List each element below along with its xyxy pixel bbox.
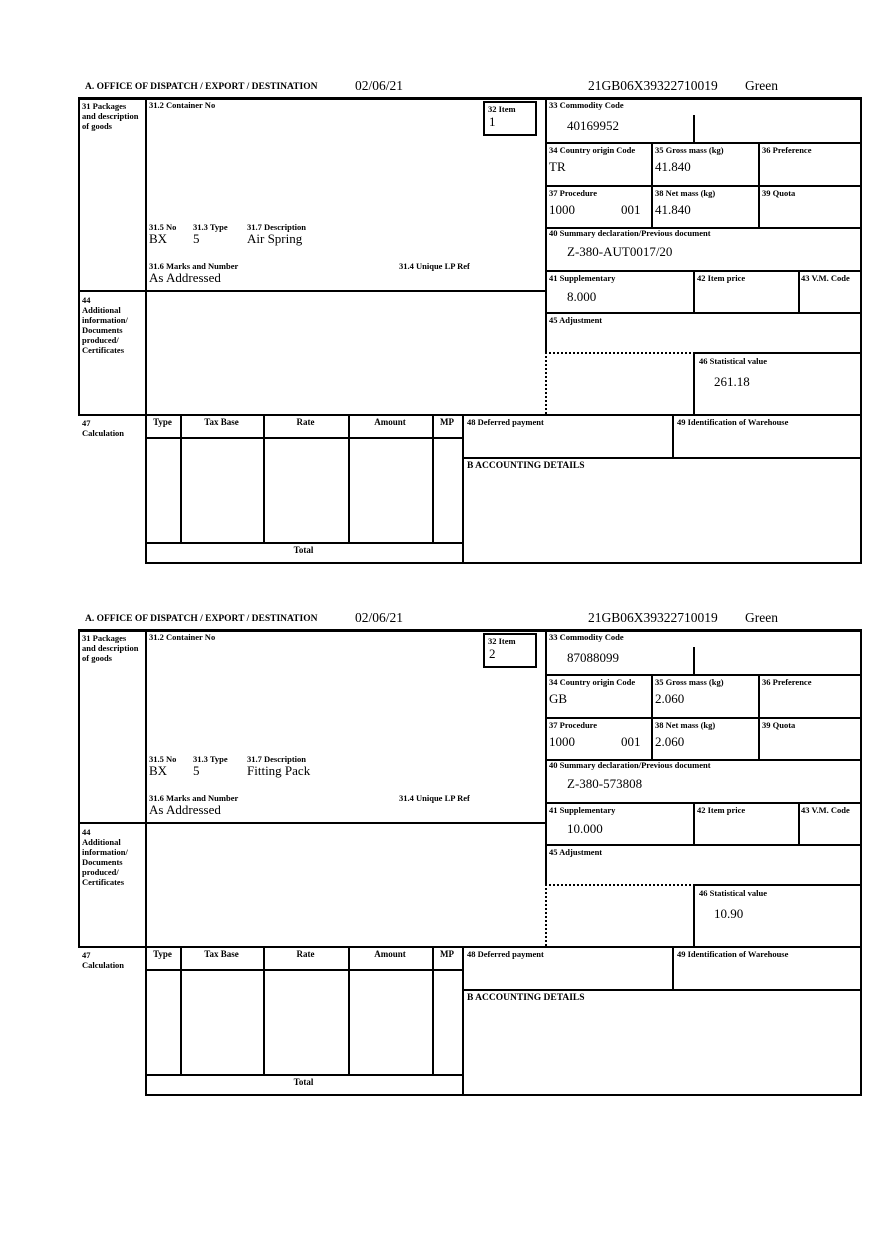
- gross-mass-label: 35 Gross mass (kg): [655, 145, 724, 155]
- statistical-value: 10.90: [714, 906, 744, 921]
- preference-label: 36 Preference: [762, 677, 812, 687]
- package-type-label: 31.3 Type: [193, 222, 228, 232]
- commodity-code-divider: [693, 647, 695, 674]
- border-line: [432, 946, 434, 1074]
- border-line: [545, 312, 862, 314]
- border-line: [348, 414, 350, 542]
- marks-number-label: 31.6 Marks and Number: [149, 261, 239, 271]
- calculation-label: [82, 418, 142, 438]
- declaration-reference: 21GB06X39322710019: [588, 78, 718, 93]
- border-line: [693, 352, 862, 354]
- border-line: [78, 822, 547, 824]
- statistical-value-label: 46 Statistical value: [699, 888, 767, 898]
- package-type-label: 31.3 Type: [193, 754, 228, 764]
- border-line: [545, 717, 862, 719]
- supplementary-label: 41 Supplementary: [549, 273, 616, 283]
- border-line: [78, 946, 862, 948]
- border-line: [78, 97, 80, 414]
- calculation-label: [82, 950, 142, 970]
- goods-description-label: 31.7 Description: [247, 754, 307, 764]
- procedure-value: 1000: [549, 202, 575, 217]
- border-line: [180, 414, 182, 542]
- item-number-value: 2: [489, 646, 496, 661]
- unique-lp-ref-label: 31.4 Unique LP Ref: [399, 261, 470, 271]
- additional-info-label: [82, 295, 144, 355]
- statistical-value: 261.18: [714, 374, 750, 389]
- container-no-label: 31.2 Container No: [149, 632, 216, 642]
- column-header-mp: MP: [440, 417, 454, 427]
- border-line: [145, 1094, 862, 1096]
- commodity-code-divider: [693, 115, 695, 142]
- country-origin-label: 34 Country origin Code: [549, 145, 636, 155]
- statistical-area-dotted-line: [545, 884, 547, 946]
- border-line: [693, 884, 862, 886]
- procedure-label: 37 Procedure: [549, 188, 598, 198]
- item-price-label: 42 Item price: [697, 273, 746, 283]
- adjustment-label: 45 Adjustment: [549, 847, 603, 857]
- item-number-box: [483, 633, 537, 668]
- commodity-code-value: 87088099: [567, 650, 619, 665]
- procedure-code-value: 001: [621, 734, 641, 749]
- border-line: [693, 884, 695, 946]
- warehouse-id-label: 49 Identification of Warehouse: [677, 949, 789, 959]
- border-line: [693, 802, 695, 844]
- deferred-payment-label: 48 Deferred payment: [467, 949, 544, 959]
- office-of-dispatch-label: A. OFFICE OF DISPATCH / EXPORT / DESTINATION: [85, 82, 318, 92]
- package-no-value: BX: [149, 763, 168, 778]
- column-header-rate: Rate: [296, 949, 315, 959]
- gross-mass-value: 2.060: [655, 691, 685, 706]
- border-line: [672, 946, 674, 989]
- marks-number-value: As Addressed: [149, 802, 221, 817]
- country-origin-value: GB: [549, 691, 568, 706]
- marks-number-value: As Addressed: [149, 270, 221, 285]
- total-label: Total: [293, 545, 314, 555]
- item-number-box: [483, 101, 537, 136]
- border-line: [145, 629, 147, 1096]
- declaration-date: 02/06/21: [355, 610, 404, 625]
- item-price-label: 42 Item price: [697, 805, 746, 815]
- gross-mass-value: 41.840: [655, 159, 691, 174]
- package-no-label: 31.5 No: [149, 754, 177, 764]
- commodity-code-value: 40169952: [567, 118, 619, 133]
- border-line: [545, 674, 862, 676]
- border-line: [651, 142, 653, 227]
- commodity-code-label: 33 Commodity Code: [549, 100, 624, 110]
- border-line: [758, 142, 760, 227]
- column-header-tax-base: Tax Base: [204, 949, 239, 959]
- calculation-text: Calculation: [82, 960, 125, 971]
- item-number-label: 32 Item: [488, 636, 516, 646]
- border-line: [263, 414, 265, 542]
- commodity-code-label: 33 Commodity Code: [549, 632, 624, 642]
- vm-code-label: 43 V.M. Code: [801, 805, 850, 815]
- column-header-type: Type: [153, 417, 172, 427]
- country-origin-label: 34 Country origin Code: [549, 677, 636, 687]
- column-header-tax-base: Tax Base: [204, 417, 239, 427]
- declaration-item-section: [78, 78, 862, 566]
- marks-number-label: 31.6 Marks and Number: [149, 793, 239, 803]
- additional-info-text: Additional information/ Documents produced/ Certificates: [82, 305, 128, 356]
- calculation-text: Calculation: [82, 428, 125, 439]
- border-line: [348, 946, 350, 1074]
- deferred-payment-label: 48 Deferred payment: [467, 417, 544, 427]
- border-line: [545, 270, 862, 272]
- section-header: [78, 610, 862, 629]
- preference-label: 36 Preference: [762, 145, 812, 155]
- border-line: [145, 542, 462, 544]
- form-grid: [78, 97, 862, 564]
- summary-declaration-value: Z-380-AUT0017/20: [567, 244, 673, 259]
- package-type-value: 5: [193, 231, 200, 246]
- additional-info-label: [82, 827, 144, 887]
- procedure-label: 37 Procedure: [549, 720, 598, 730]
- border-line: [145, 969, 462, 971]
- declaration-reference: 21GB06X39322710019: [588, 610, 718, 625]
- supplementary-value: 8.000: [567, 289, 597, 304]
- package-no-value: BX: [149, 231, 168, 246]
- goods-description-label: 31.7 Description: [247, 222, 307, 232]
- packages-description-label: 31 Packages and description of goods: [82, 633, 139, 664]
- procedure-code-value: 001: [621, 202, 641, 217]
- additional-info-number: 44: [82, 827, 91, 837]
- border-line: [545, 142, 862, 144]
- calculation-number: 47: [82, 418, 91, 428]
- border-line: [78, 414, 862, 416]
- border-line: [78, 629, 80, 946]
- statistical-area-dotted-line: [545, 884, 695, 886]
- supplementary-label: 41 Supplementary: [549, 805, 616, 815]
- column-header-amount: Amount: [374, 949, 406, 959]
- routing-status: Green: [745, 78, 778, 93]
- declaration-date: 02/06/21: [355, 78, 404, 93]
- border-line: [545, 185, 862, 187]
- border-line: [145, 562, 862, 564]
- border-line: [651, 674, 653, 759]
- item-number-label: 32 Item: [488, 104, 516, 114]
- statistical-value-label: 46 Statistical value: [699, 356, 767, 366]
- summary-declaration-label: 40 Summary declaration/Previous document: [549, 760, 711, 770]
- border-line: [145, 97, 147, 564]
- border-line: [462, 457, 862, 459]
- accounting-details-label: B ACCOUNTING DETAILS: [467, 993, 585, 1003]
- package-no-label: 31.5 No: [149, 222, 177, 232]
- supplementary-value: 10.000: [567, 821, 603, 836]
- package-type-value: 5: [193, 763, 200, 778]
- statistical-area-dotted-line: [545, 352, 695, 354]
- item-number-value: 1: [489, 114, 496, 129]
- goods-description-value: Air Spring: [247, 231, 303, 246]
- net-mass-value: 2.060: [655, 734, 685, 749]
- border-line: [432, 414, 434, 542]
- quota-label: 39 Quota: [762, 188, 796, 198]
- additional-info-text: Additional information/ Documents produced/ Certificates: [82, 837, 128, 888]
- statistical-area-dotted-line: [545, 352, 547, 414]
- border-line: [545, 629, 547, 884]
- office-of-dispatch-label: A. OFFICE OF DISPATCH / EXPORT / DESTINATION: [85, 614, 318, 624]
- accounting-details-label: B ACCOUNTING DETAILS: [467, 461, 585, 471]
- border-line: [758, 674, 760, 759]
- total-label: Total: [293, 1077, 314, 1087]
- country-origin-value: TR: [549, 159, 566, 174]
- additional-info-number: 44: [82, 295, 91, 305]
- summary-declaration-value: Z-380-573808: [567, 776, 643, 791]
- procedure-value: 1000: [549, 734, 575, 749]
- column-header-mp: MP: [440, 949, 454, 959]
- summary-declaration-label: 40 Summary declaration/Previous document: [549, 228, 711, 238]
- unique-lp-ref-label: 31.4 Unique LP Ref: [399, 793, 470, 803]
- border-line: [860, 629, 862, 1096]
- border-line: [145, 1074, 462, 1076]
- border-line: [462, 989, 862, 991]
- declaration-item-section: [78, 610, 862, 1098]
- border-line: [263, 946, 265, 1074]
- net-mass-value: 41.840: [655, 202, 691, 217]
- packages-description-label: 31 Packages and description of goods: [82, 101, 139, 132]
- net-mass-label: 38 Net mass (kg): [655, 188, 716, 198]
- column-header-type: Type: [153, 949, 172, 959]
- border-line: [462, 946, 464, 1094]
- border-line: [860, 97, 862, 564]
- container-no-label: 31.2 Container No: [149, 100, 216, 110]
- border-line: [798, 802, 800, 844]
- border-line: [693, 352, 695, 414]
- calculation-number: 47: [82, 950, 91, 960]
- border-line: [180, 946, 182, 1074]
- border-line: [545, 802, 862, 804]
- column-header-amount: Amount: [374, 417, 406, 427]
- column-header-rate: Rate: [296, 417, 315, 427]
- gross-mass-label: 35 Gross mass (kg): [655, 677, 724, 687]
- quota-label: 39 Quota: [762, 720, 796, 730]
- border-line: [672, 414, 674, 457]
- border-line: [545, 97, 547, 352]
- border-line: [145, 437, 462, 439]
- border-line: [462, 414, 464, 562]
- net-mass-label: 38 Net mass (kg): [655, 720, 716, 730]
- adjustment-label: 45 Adjustment: [549, 315, 603, 325]
- vm-code-label: 43 V.M. Code: [801, 273, 850, 283]
- border-line: [693, 270, 695, 312]
- form-grid: [78, 629, 862, 1096]
- section-header: [78, 78, 862, 97]
- border-line: [545, 844, 862, 846]
- warehouse-id-label: 49 Identification of Warehouse: [677, 417, 789, 427]
- goods-description-value: Fitting Pack: [247, 763, 311, 778]
- routing-status: Green: [745, 610, 778, 625]
- border-line: [78, 290, 547, 292]
- border-line: [798, 270, 800, 312]
